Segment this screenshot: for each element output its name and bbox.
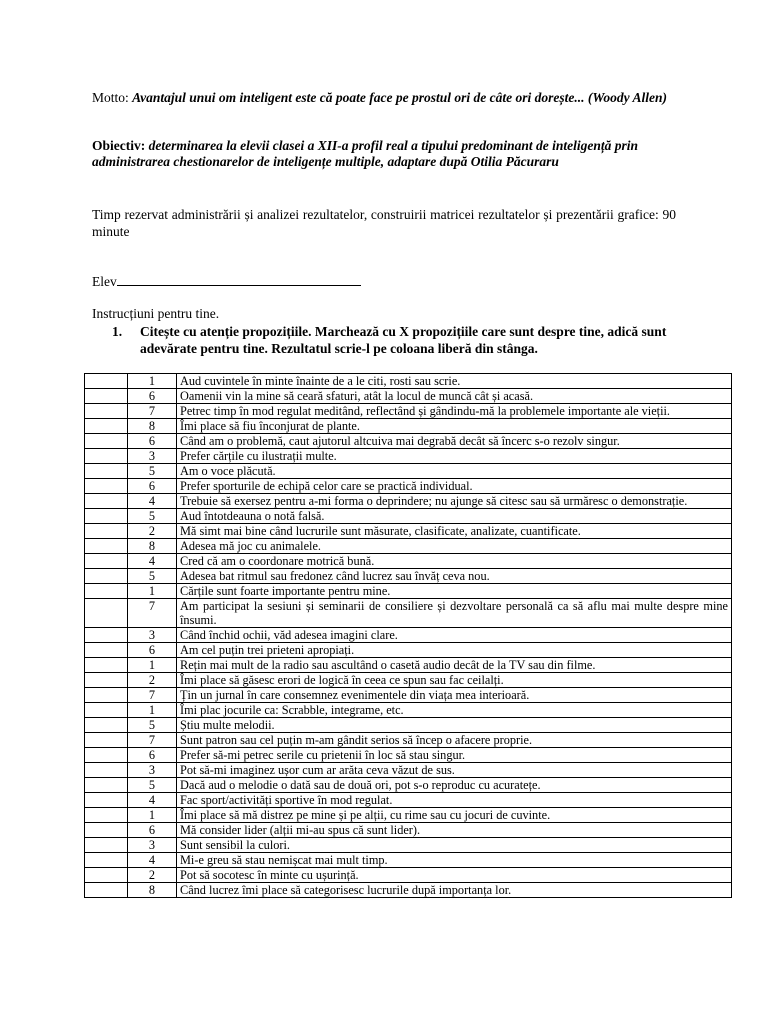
answer-cell[interactable] bbox=[85, 374, 128, 389]
intelligence-type-number: 1 bbox=[128, 808, 177, 823]
statement-text: Sunt patron sau cel puțin m-am gândit serios să încep o afacere proprie. bbox=[177, 733, 732, 748]
answer-cell[interactable] bbox=[85, 479, 128, 494]
intelligence-type-number: 8 bbox=[128, 539, 177, 554]
answer-cell[interactable] bbox=[85, 733, 128, 748]
table-row bbox=[85, 643, 732, 658]
statement-text: Îmi place să găsesc erori de logică în ceea ce spun sau fac ceilalți. bbox=[177, 673, 732, 688]
intelligence-type-number: 6 bbox=[128, 643, 177, 658]
answer-cell[interactable] bbox=[85, 569, 128, 584]
intelligence-type-number: 2 bbox=[128, 673, 177, 688]
answer-cell[interactable] bbox=[85, 628, 128, 643]
student-name-field bbox=[92, 273, 361, 290]
objective bbox=[92, 138, 676, 170]
objective-label: Obiectiv: bbox=[92, 138, 146, 153]
student-name-line bbox=[117, 273, 361, 286]
statement-text: Aud cuvintele în minte înainte de a le citi, rosti sau scrie. bbox=[177, 374, 732, 389]
motto bbox=[92, 90, 676, 106]
intelligence-type-number: 7 bbox=[128, 404, 177, 419]
answer-cell[interactable] bbox=[85, 389, 128, 404]
answer-cell[interactable] bbox=[85, 419, 128, 434]
answer-cell[interactable] bbox=[85, 883, 128, 898]
answer-cell[interactable] bbox=[85, 853, 128, 868]
answer-cell[interactable] bbox=[85, 838, 128, 853]
answer-cell[interactable] bbox=[85, 748, 128, 763]
table-row bbox=[85, 479, 732, 494]
table-row bbox=[85, 838, 732, 853]
statement-text: Petrec timp în mod regulat meditând, reflectând și gândindu-mă la problemele importante ale vieții. bbox=[177, 404, 732, 419]
intelligence-type-number: 2 bbox=[128, 868, 177, 883]
table-row bbox=[85, 434, 732, 449]
answer-cell[interactable] bbox=[85, 509, 128, 524]
task-number: 1. bbox=[112, 324, 123, 339]
table-row bbox=[85, 718, 732, 733]
answer-cell[interactable] bbox=[85, 658, 128, 673]
statement-text: Adesea mă joc cu animalele. bbox=[177, 539, 732, 554]
intelligence-type-number: 8 bbox=[128, 883, 177, 898]
statement-text: Știu multe melodii. bbox=[177, 718, 732, 733]
statement-text: Rețin mai mult de la radio sau ascultând o casetă audio decât de la TV sau din filme. bbox=[177, 658, 732, 673]
statement-text: Mă consider lider (alții mi-au spus că sunt lider). bbox=[177, 823, 732, 838]
motto-label: Motto: bbox=[92, 90, 133, 105]
intelligence-type-number: 1 bbox=[128, 374, 177, 389]
statement-text: Am cel puțin trei prieteni apropiați. bbox=[177, 643, 732, 658]
answer-cell[interactable] bbox=[85, 688, 128, 703]
statement-text: Cred că am o coordonare motrică bună. bbox=[177, 554, 732, 569]
table-row bbox=[85, 688, 732, 703]
time-allotted: Timp rezervat administrării și analizei rezultatelor, construirii matricei rezultatelor și prezentării grafice: 90 minute bbox=[92, 207, 676, 239]
statement-text: Îmi place să mă distrez pe mine și pe alții, cu rime sau cu jocuri de cuvinte. bbox=[177, 808, 732, 823]
statement-text: Prefer cărțile cu ilustrații multe. bbox=[177, 449, 732, 464]
table-row bbox=[85, 539, 732, 554]
intelligence-type-number: 5 bbox=[128, 718, 177, 733]
table-row bbox=[85, 868, 732, 883]
intelligence-type-number: 6 bbox=[128, 823, 177, 838]
statement-text: Prefer să-mi petrec serile cu prietenii în loc să stau singur. bbox=[177, 748, 732, 763]
intelligence-type-number: 3 bbox=[128, 628, 177, 643]
table-row bbox=[85, 509, 732, 524]
statement-text: Când am o problemă, caut ajutorul altcuiva mai degrabă decât să încerc s-o rezolv singur. bbox=[177, 434, 732, 449]
motto-quote: Avantajul unui om inteligent este că poate face pe prostul ori de câte ori dorește... (Woody Allen) bbox=[132, 90, 667, 105]
table-row bbox=[85, 404, 732, 419]
table-row bbox=[85, 449, 732, 464]
intelligence-type-number: 6 bbox=[128, 389, 177, 404]
answer-cell[interactable] bbox=[85, 703, 128, 718]
questionnaire-table bbox=[84, 373, 732, 898]
statement-text: Adesea bat ritmul sau fredonez când lucrez sau învăț ceva nou. bbox=[177, 569, 732, 584]
table-row bbox=[85, 374, 732, 389]
answer-cell[interactable] bbox=[85, 434, 128, 449]
statement-text: Fac sport/activități sportive în mod regulat. bbox=[177, 793, 732, 808]
answer-cell[interactable] bbox=[85, 524, 128, 539]
statement-text: Dacă aud o melodie o dată sau de două ori, pot s-o reproduc cu acuratețe. bbox=[177, 778, 732, 793]
answer-cell[interactable] bbox=[85, 778, 128, 793]
intelligence-type-number: 2 bbox=[128, 524, 177, 539]
objective-text: determinarea la elevii clasei a XII-a profil real a tipului predominant de inteligență prin administrarea chestionarelor de inteligențe multiple, adaptare după Otilia Păcuraru bbox=[92, 138, 639, 169]
answer-cell[interactable] bbox=[85, 539, 128, 554]
table-row bbox=[85, 793, 732, 808]
answer-cell[interactable] bbox=[85, 763, 128, 778]
student-label: Elev bbox=[92, 274, 117, 289]
table-row bbox=[85, 569, 732, 584]
answer-cell[interactable] bbox=[85, 404, 128, 419]
answer-cell[interactable] bbox=[85, 554, 128, 569]
intelligence-type-number: 1 bbox=[128, 584, 177, 599]
answer-cell[interactable] bbox=[85, 643, 128, 658]
intelligence-type-number: 5 bbox=[128, 509, 177, 524]
table-row bbox=[85, 389, 732, 404]
instructions-title: Instrucțiuni pentru tine. bbox=[92, 306, 220, 321]
statement-text: Aud întotdeauna o notă falsă. bbox=[177, 509, 732, 524]
statement-text: Țin un jurnal în care consemnez evenimentele din viața mea interioară. bbox=[177, 688, 732, 703]
table-row bbox=[85, 464, 732, 479]
statement-text: Pot să socotesc în minte cu ușurință. bbox=[177, 868, 732, 883]
table-row bbox=[85, 584, 732, 599]
table-row bbox=[85, 494, 732, 509]
statement-text: Prefer sporturile de echipă celor care se practică individual. bbox=[177, 479, 732, 494]
statement-text: Am o voce plăcută. bbox=[177, 464, 732, 479]
table-row bbox=[85, 883, 732, 898]
answer-cell[interactable] bbox=[85, 718, 128, 733]
table-row bbox=[85, 419, 732, 434]
table-row bbox=[85, 703, 732, 718]
statement-text: Trebuie să exersez pentru a-mi forma o deprindere; nu ajunge să citesc sau să urmăresc o demonstrație. bbox=[177, 494, 732, 509]
statement-text: Îmi place să fiu înconjurat de plante. bbox=[177, 419, 732, 434]
intelligence-type-number: 5 bbox=[128, 569, 177, 584]
statement-text: Sunt sensibil la culori. bbox=[177, 838, 732, 853]
intelligence-type-number: 1 bbox=[128, 658, 177, 673]
statement-text: Cărțile sunt foarte importante pentru mine. bbox=[177, 584, 732, 599]
intelligence-type-number: 7 bbox=[128, 733, 177, 748]
table-row bbox=[85, 524, 732, 539]
intelligence-type-number: 3 bbox=[128, 763, 177, 778]
table-row bbox=[85, 778, 732, 793]
intelligence-type-number: 4 bbox=[128, 853, 177, 868]
table-row bbox=[85, 853, 732, 868]
table-row bbox=[85, 599, 732, 628]
intelligence-type-number: 3 bbox=[128, 449, 177, 464]
intelligence-type-number: 6 bbox=[128, 748, 177, 763]
answer-cell[interactable] bbox=[85, 808, 128, 823]
answer-cell[interactable] bbox=[85, 823, 128, 838]
table-row bbox=[85, 763, 732, 778]
intelligence-type-number: 6 bbox=[128, 434, 177, 449]
answer-cell[interactable] bbox=[85, 673, 128, 688]
answer-cell[interactable] bbox=[85, 494, 128, 509]
table-row bbox=[85, 628, 732, 643]
intelligence-type-number: 4 bbox=[128, 494, 177, 509]
table-row bbox=[85, 658, 732, 673]
statement-text: Oamenii vin la mine să ceară sfaturi, atât la locul de muncă cât și acasă. bbox=[177, 389, 732, 404]
table-row bbox=[85, 554, 732, 569]
statement-text: Mă simt mai bine când lucrurile sunt măsurate, clasificate, analizate, cuantificate. bbox=[177, 524, 732, 539]
intelligence-type-number: 5 bbox=[128, 778, 177, 793]
answer-cell[interactable] bbox=[85, 449, 128, 464]
statement-text: Mi-e greu să stau nemișcat mai mult timp. bbox=[177, 853, 732, 868]
statement-text: Când închid ochii, văd adesea imagini clare. bbox=[177, 628, 732, 643]
intelligence-type-number: 4 bbox=[128, 554, 177, 569]
intelligence-type-number: 5 bbox=[128, 464, 177, 479]
table-row bbox=[85, 733, 732, 748]
table-row bbox=[85, 673, 732, 688]
intelligence-type-number: 6 bbox=[128, 479, 177, 494]
table-row bbox=[85, 748, 732, 763]
answer-cell[interactable] bbox=[85, 793, 128, 808]
table-row bbox=[85, 823, 732, 838]
intelligence-type-number: 8 bbox=[128, 419, 177, 434]
task-1 bbox=[112, 323, 678, 357]
intelligence-type-number: 4 bbox=[128, 793, 177, 808]
statement-text: Am participat la sesiuni și seminarii de consiliere și dezvoltare personală ca să aflu mai multe despre mine însumi. bbox=[177, 599, 732, 628]
statement-text: Când lucrez îmi place să categorisesc lucrurile după importanța lor. bbox=[177, 883, 732, 898]
intelligence-type-number: 1 bbox=[128, 703, 177, 718]
statement-text: Îmi plac jocurile ca: Scrabble, integrame, etc. bbox=[177, 703, 732, 718]
table-row bbox=[85, 808, 732, 823]
answer-cell[interactable] bbox=[85, 464, 128, 479]
answer-cell[interactable] bbox=[85, 599, 128, 628]
task-text: Citește cu atenție propozițiile. Marchează cu X propozițiile care sunt despre tine, adică sunt adevărate pentru tine. Rezultatul scrie-l pe coloana liberă din stânga. bbox=[140, 324, 667, 356]
answer-cell[interactable] bbox=[85, 584, 128, 599]
answer-cell[interactable] bbox=[85, 868, 128, 883]
intelligence-type-number: 3 bbox=[128, 838, 177, 853]
intelligence-type-number: 7 bbox=[128, 599, 177, 628]
intelligence-type-number: 7 bbox=[128, 688, 177, 703]
statement-text: Pot să-mi imaginez ușor cum ar arăta ceva văzut de sus. bbox=[177, 763, 732, 778]
